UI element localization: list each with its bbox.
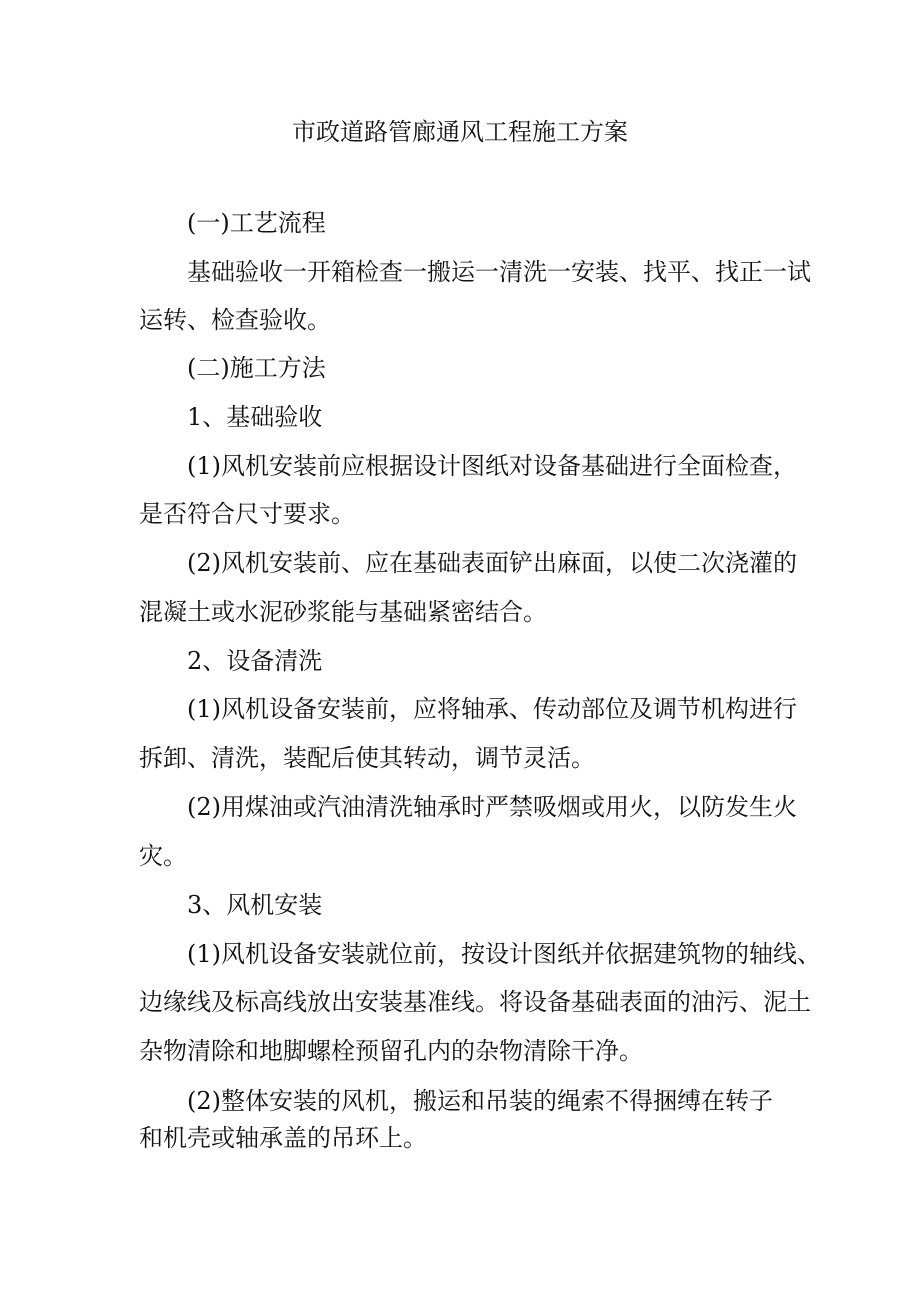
paragraph-line: (1)风机设备安装就位前，按设计图纸并依据建筑物的轴线、 [187, 940, 821, 968]
paragraph-line: 混凝土或水泥砂浆能与基础紧密结合。 [139, 598, 547, 626]
paragraph-line: 拆卸、清洗，装配后使其转动，调节灵活。 [139, 744, 595, 772]
paragraph-line: 和机壳或轴承盖的吊环上。 [139, 1124, 427, 1152]
paragraph-line: 边缘线及标高线放出安装基准线。将设备基础表面的油污、泥土 [139, 988, 811, 1016]
document-title: 市政道路管廊通风工程施工方案 [292, 118, 628, 146]
section-heading: (二)施工方法 [187, 354, 326, 382]
paragraph-line: 基础验收一开箱检查一搬运一清洗一安装、找平、找正一试 [187, 258, 811, 286]
paragraph-line: 运转、检查验收。 [139, 306, 331, 334]
subsection-heading: 3、风机安装 [187, 891, 323, 919]
paragraph-line: (2)用煤油或汽油清洗轴承时严禁吸烟或用火，以防发生火 [187, 793, 797, 821]
paragraph-line: 杂物清除和地脚螺栓预留孔内的杂物清除干净。 [139, 1037, 643, 1065]
paragraph-line: 是否符合尺寸要求。 [139, 500, 355, 528]
section-heading: (一)工艺流程 [187, 209, 326, 237]
paragraph-line: (1)风机设备安装前，应将轴承、传动部位及调节机构进行 [187, 695, 797, 723]
subsection-heading: 1、基础验收 [187, 403, 323, 431]
subsection-heading: 2、设备清洗 [187, 647, 323, 675]
paragraph-line: (2)风机安装前、应在基础表面铲出麻面，以使二次浇灌的 [187, 549, 797, 577]
paragraph-line: 灾。 [139, 842, 187, 870]
paragraph-line: (1)风机安装前应根据设计图纸对设备基础进行全面检查， [187, 452, 797, 480]
paragraph-line: (2)整体安装的风机，搬运和吊装的绳索不得捆缚在转子 [187, 1087, 773, 1115]
